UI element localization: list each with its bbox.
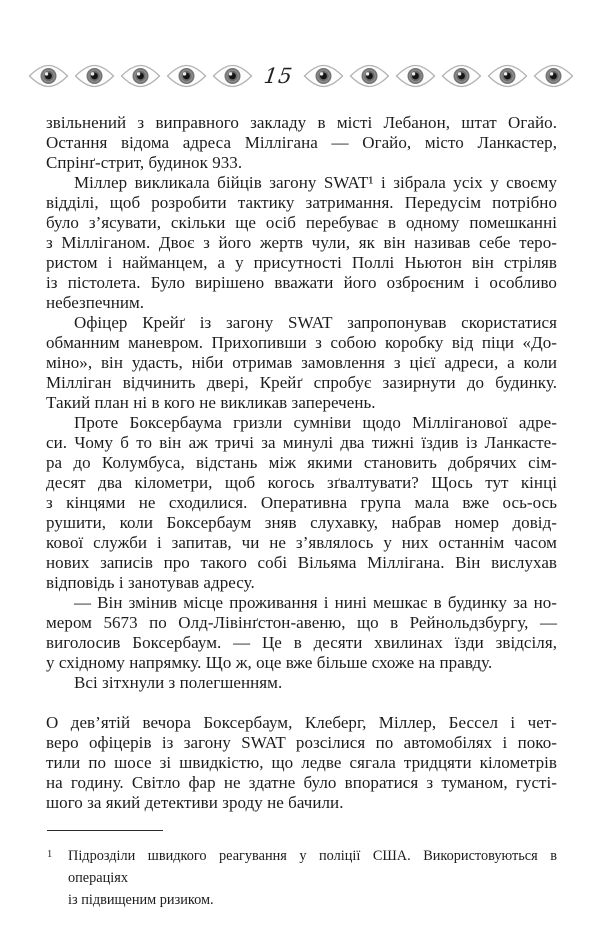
text-line: обманним маневром. Прихопивши з собою коробку від піци «До- <box>46 333 557 352</box>
page-number: 15 <box>261 64 295 88</box>
footnote-marker: 1 <box>47 849 53 860</box>
text-line: мером 5673 по Олд-Лівінґстон-авеню, що в Рейнольдзбургу, — <box>46 613 557 632</box>
page-header <box>28 62 574 90</box>
text-line: відповідь і занотував адресу. <box>46 573 255 592</box>
text-line: О дев’ятій вечора Боксербаум, Клеберг, Міллер, Бессел і чет- <box>46 713 557 732</box>
eye-icon <box>487 63 528 89</box>
text-line: із пістолета. Було вирішено вважати його озброєним і особливо <box>46 273 557 292</box>
text-line: із підвищеним ризиком. <box>68 892 214 908</box>
text-line: Такий план ні в кого не викликав заперечень. <box>46 393 376 412</box>
eye-icon <box>533 63 574 89</box>
paragraph <box>46 713 557 813</box>
footnote-text <box>68 845 557 911</box>
text-line: — Він змінив місце проживання і нині мешкає в будинку за но- <box>74 593 557 612</box>
eye-icon <box>395 63 436 89</box>
text-line: Остання відома адреса Міллігана — Огайо, місто Ланкастер, <box>46 133 557 152</box>
text-line: си. Чому б то він аж тричі за минулі два тижні їздив із Ланкасте- <box>46 433 557 452</box>
page-body <box>46 113 557 813</box>
paragraph <box>46 313 557 413</box>
text-line: виголосив Боксербаум. — Це в десяти хвилинах їзди звідсіля, <box>46 633 557 652</box>
text-line: Міллер викликала бійців загону SWAT¹ і зібрала усіх у своєму <box>74 173 557 192</box>
text-line: Всі зітхнули з полегшенням. <box>74 673 283 692</box>
text-line: веро офіцерів із загону SWAT розсілися по автомобілях і поко- <box>46 733 557 752</box>
text-line: у східному напрямку. Що ж, оце вже більше схоже на правду. <box>46 653 493 672</box>
footnote <box>46 845 557 911</box>
text-line: Офіцер Крейґ із загону SWAT запропонував скористатися <box>74 313 557 332</box>
paragraph <box>46 673 557 693</box>
text-line: звільнений з виправного закладу в місті Лебанон, штат Огайо. <box>46 113 557 132</box>
eye-icon <box>74 63 115 89</box>
paragraph <box>46 113 557 173</box>
eye-icon <box>349 63 390 89</box>
paragraph <box>46 413 557 593</box>
text-line: міно», він удасть, ніби отримав замовлення з цієї адреси, а коли <box>46 353 557 372</box>
text-line: небезпечним. <box>46 293 145 312</box>
eye-icon <box>212 63 253 89</box>
eye-icon <box>303 63 344 89</box>
eye-icon <box>166 63 207 89</box>
text-line: Підрозділи швидкого реагування у поліції США. Використовуються в операціях <box>68 848 557 886</box>
text-line: рушити, коли Боксербаум зняв слухавку, набрав номер довід- <box>46 513 557 532</box>
text-line: було з’ясувати, скільки ще осіб перебуває в одному помешканні <box>46 213 557 232</box>
text-line: Проте Боксербаума гризли сумніви щодо Мілліганової адре- <box>74 413 557 432</box>
text-line: ристом і найманцем, а у присутності Поллі Ньютон він стріляв <box>46 253 557 272</box>
paragraph <box>46 593 557 673</box>
text-line: на годину. Світло фар не здатне було впоратися з туманом, густі- <box>46 773 557 792</box>
text-line: Мілліган відчинить двері, Крейґ спробує зазирнути до будинку. <box>46 373 557 392</box>
text-line: кової служби і запитав, чи не з’являлось у них останнім часом <box>46 533 557 552</box>
text-line: з кінцями не сходилися. Оперативна група мала вже ось-ось <box>46 493 557 512</box>
eye-icon <box>441 63 482 89</box>
text-line: Спрінґ-стрит, будинок 933. <box>46 153 243 172</box>
text-line: тили по шосе зі швидкістю, що ледве сягала тридцяти кілометрів <box>46 753 557 772</box>
eye-icon <box>120 63 161 89</box>
eye-icon <box>28 63 69 89</box>
text-line: відділі, щоб розробити тактику затримання. Передусім потрібно <box>46 193 557 212</box>
paragraph <box>46 173 557 313</box>
text-line: десят два кілометри, щоб когось зґвалтувати? Щось тут кінці <box>46 473 557 492</box>
text-line: з Мілліганом. Двоє з його жертв чули, як він називав себе теро- <box>46 233 557 252</box>
text-line: нових записів про такого собі Вільяма Міллігана. Він вислухав <box>46 553 557 572</box>
footnote-separator <box>47 830 163 831</box>
text-line: ра до Колумбуса, відстань між якими становить добрячих сім- <box>46 453 557 472</box>
text-line: шого за який детективи зроду не бачили. <box>46 793 344 812</box>
